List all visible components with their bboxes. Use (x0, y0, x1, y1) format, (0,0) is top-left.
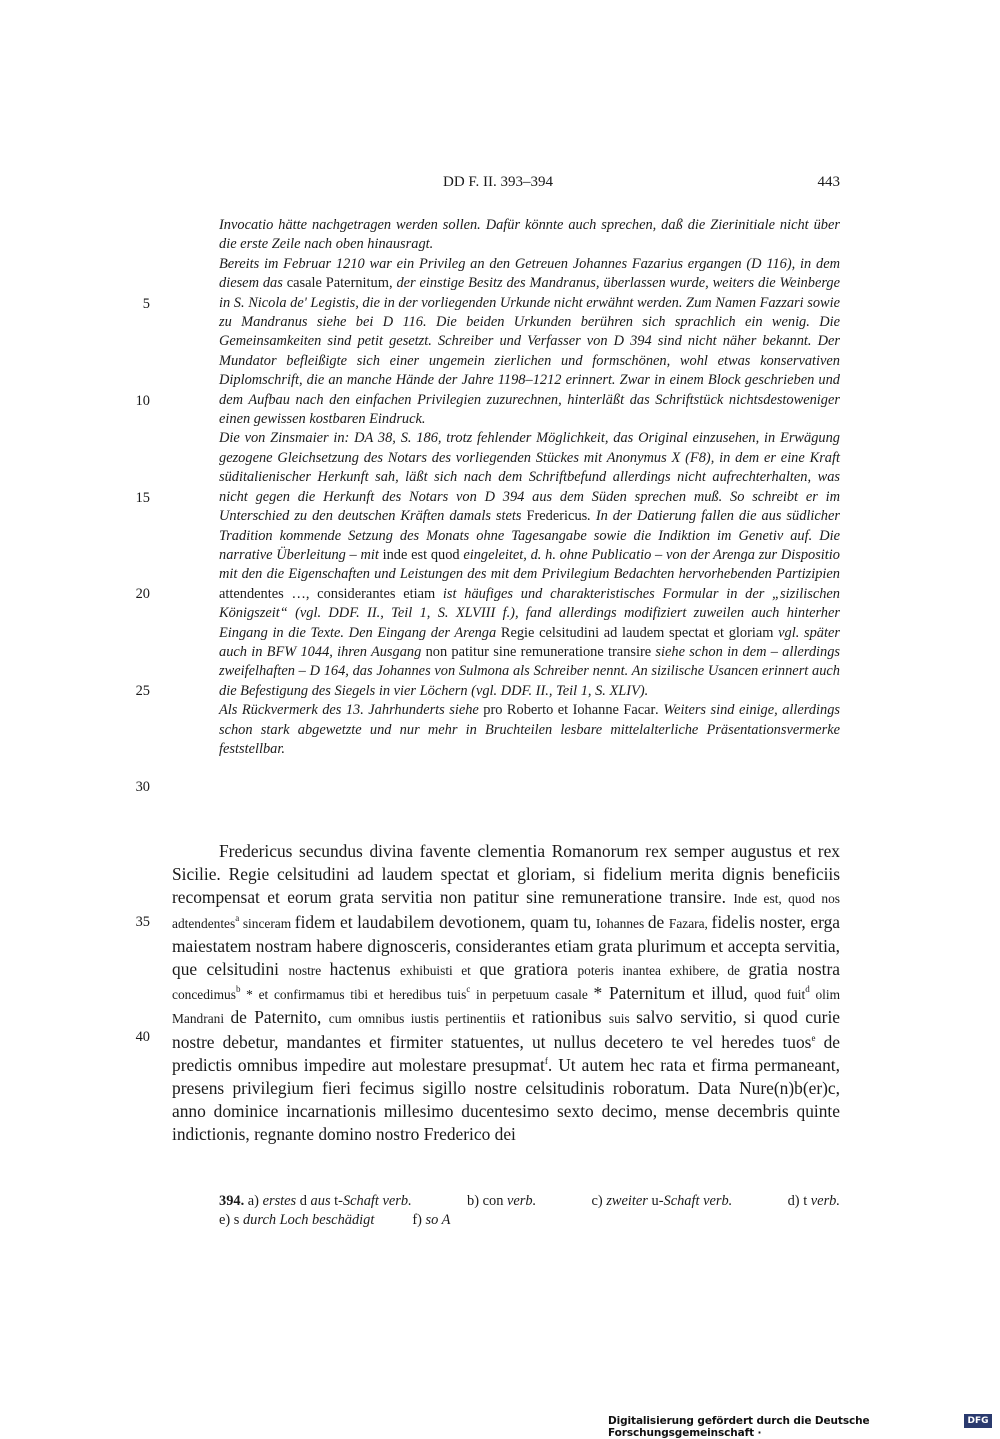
line-number-30: 30 (135, 779, 150, 795)
footnote-f: f) so A (412, 1212, 451, 1228)
footnote-marker: f (544, 1056, 548, 1067)
footnote-row (219, 1192, 840, 1211)
commentary-paragraph: Bereits im Februar 1210 war ein Privileg an den Getreuen Johannes Fazarius ergangen (D 116), in dem diesem das casale Paternitum, der einstige Besitz des Mandranus, überlassen wurde, weiters die Weinberge in S. Nicola de' Legistis, die in der vorliegenden Urkunde nicht erwähnt werden. Zum Namen Fazzari sowie zu Mandranus siehe bei D 116. Die beiden Urkunden berühren sich sprachlich ein wenig. Die Gemeinsamkeiten sind petit gesetzt. Schreiber und Verfasser von D 394 sind nicht näher bekannt. Der Mundator befleißigte sich einer ungemein zierlichen und formschönen, wohl etwas konservativen Diplomschrift, die an manche Hände der Jahre 1198–1212 erinnert. Zwar in einem Block geschrieben und dem Aufbau nach den einfachen Privilegien zuzurechnen, hinterläßt das Schriftstück nichtsdestoweniger einen gewissen kostbaren Eindruck. (219, 255, 840, 428)
footnote-marker: b (235, 984, 241, 995)
footnote-c: c) zweiter u-Schaft verb. (591, 1193, 733, 1209)
line-number-10: 10 (135, 393, 150, 409)
footnote-marker: e (811, 1032, 816, 1043)
line-number-20: 20 (135, 586, 150, 602)
line-number-35: 35 (135, 914, 150, 930)
charter-paragraph: Fredericus secundus divina favente clementia Romanorum rex semper augustus et rex Sicilie. Regie celsitudini ad laudem spectat et gloriam, si fidelium merita dignis beneficiis recompensat et eorum grata servitia non patitur sine remuneratione transire. Inde est, quod nos adtendentes$^a$ sinceram fidem et laudabilem devotionem, quam tu, Iohannes de Fazara, fidelis noster, erga maiestatem nostram habere dignosceris, considerantes etiam grata plurimum et accepta servitia, que celsitudini nostre hactenus exhibuisti et que gratiora poteris inantea exhibere, de gratia nostra concedimus$^b$ * et confirmamus tibi et heredibus tuis$^c$ in perpetuum casale * Paternitum et illud, quod fuit$^d$ olim Mandrani de Paternito, cum omnibus iustis pertinentiis et rationibus suis salvo servitio, si quod curie nostre debetur, mandantes et firmiter statuentes, ut nullus decetero te vel heredes tuos$^e$ de predictis omnibus impedire aut molestare presupmat$^f$. Ut autem hec rata et firma permaneant, presens privilegium fieri fecimus sigillo nostre celsitudinis roboratum. Data Nure(n)b(er)c, anno dominice incarnationis millesimo ducentesimo sexto decimo, mense decembris quinte indictionis, regnante domino nostro Frederico dei (172, 841, 841, 1145)
commentary-paragraph: Als Rückvermerk des 13. Jahrhunderts siehe pro Roberto et Iohanne Facar. Weiters sind einige, allerdings schon stark abgewetzte und nur mehr in Bruchteilen lesbare mittelalterliche Präsentationsvermerke feststellbar. (219, 702, 840, 757)
dfg-logo: DFG (964, 1414, 992, 1428)
digitization-credit: Digitalisierung gefördert durch die Deutsche Forschungsgemeinschaft · (608, 1415, 870, 1439)
running-title: DD F. II. 393–394 (443, 174, 554, 190)
footnote-row (219, 1211, 840, 1230)
charter-text (172, 840, 840, 1147)
footnote-e: e) s durch Loch beschädigt (219, 1212, 375, 1228)
line-number-40: 40 (135, 1029, 150, 1045)
footnote-a: 394. a) erstes d aus t-Schaft verb. (219, 1193, 412, 1209)
commentary-paragraph: Die von Zinsmaier in: DA 38, S. 186, trotz fehlender Möglichkeit, das Original einzusehen, in Erwägung gezogene Gleichsetzung des Notars des vorliegenden Stückes mit Anonymus X (F8), in dem er eine Kraft süditalienischer Herkunft sah, läßt sich nach dem Schriftbefund allerdings nicht aufrechterhalten, was nicht gegen die Herkunft des Notars von D 394 aus dem Süden sprechen muß. So schreibt er im Unterschied zu den deutschen Kräften damals stets Fredericus. In der Datierung fallen die aus südlicher Tradition kommende Setzung des Monats ohne Tagesangabe sowie die Indiktion im Genetiv auf. Die narrative Überleitung – mit inde est quod eingeleitet, d. h. ohne Publicatio – von der Arenga zur Dispositio mit den die Eigenschaften und Leistungen des mit dem Privilegium Bedachten hervorhebenden Partizipien attendentes …, considerantes etiam ist häufiges und charakteristisches Formular in der „sizilischen Königszeit“ (vgl. DDF. II., Teil 1, S. XLVIII f.), fand allerdings modifiziert zuweilen auch hinterher Eingang in die Texte. Den Eingang der Arenga Regie celsitudini ad laudem spectat et gloriam vgl. später auch in BFW 1044, ihren Ausgang non patitur sine remuneratione transire siehe schon in dem – allerdings zweifelhaften – D 164, das Johannes von Sulmona als Schreiber nennt. An sizilische Usancen erinnert auch die Befestigung des Siegels in vier Löchern (vgl. DDF. II., Teil 1, S. XLIV). (219, 430, 841, 699)
footnotes (219, 1192, 840, 1230)
line-number-5: 5 (142, 296, 150, 312)
footnote-b: b) con verb. (467, 1193, 537, 1209)
line-number-25: 25 (135, 683, 150, 699)
page-number: 443 (817, 174, 840, 190)
commentary (219, 216, 840, 759)
footnote-marker: d (805, 984, 810, 995)
footnote-marker: a (235, 912, 240, 923)
footnote-d: d) t verb. (787, 1193, 840, 1209)
line-number-15: 15 (135, 490, 150, 506)
commentary-paragraph: Invocatio hätte nachgetragen werden sollen. Dafür könnte auch sprechen, daß die Zierinitiale nicht über die erste Zeile nach oben hinausragt. (219, 217, 840, 253)
footnote-marker: c (466, 984, 471, 995)
